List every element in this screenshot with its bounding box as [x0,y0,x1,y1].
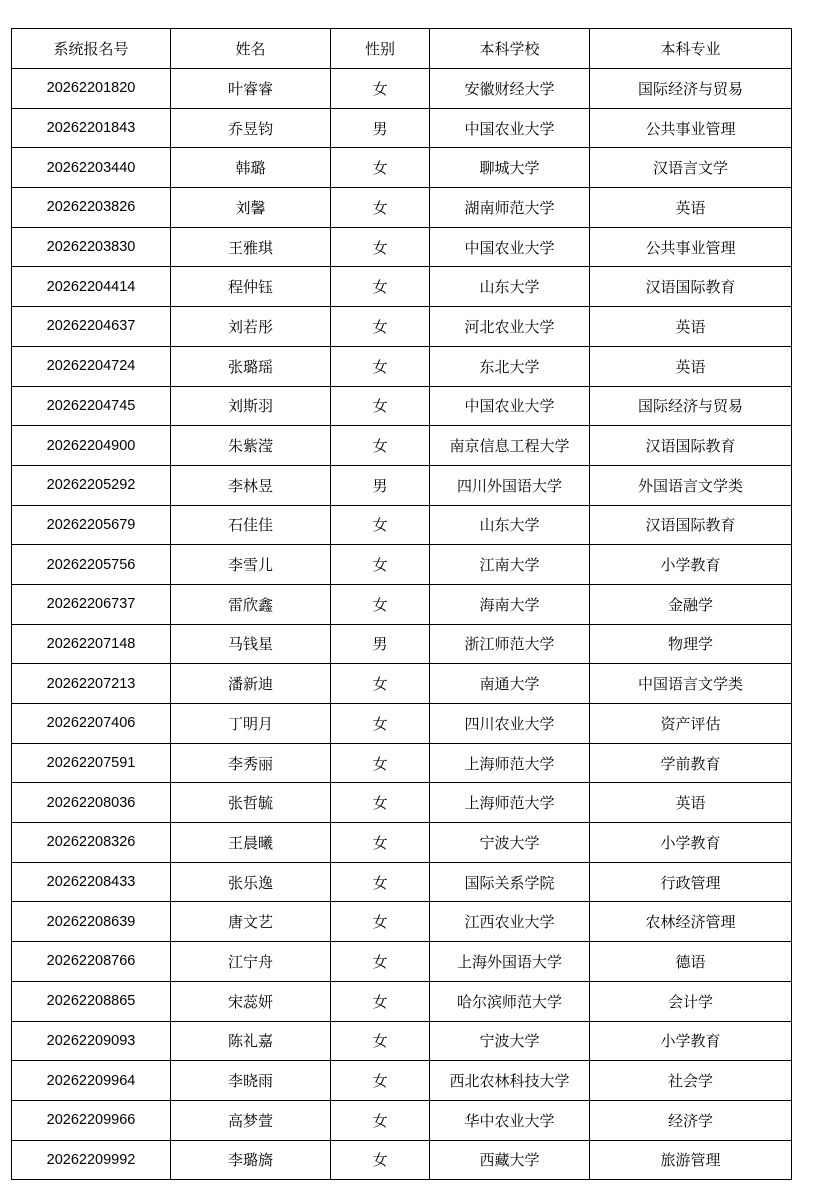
gender-cell: 女 [331,823,430,863]
gender-cell: 女 [331,743,430,783]
school-cell: 山东大学 [430,267,590,307]
name-cell: 程仲钰 [171,267,331,307]
name-cell: 江宁舟 [171,942,331,982]
school-cell: 上海师范大学 [430,743,590,783]
table-row [12,505,792,545]
school-cell: 西藏大学 [430,1140,590,1180]
registration-number-cell: 20262207148 [12,624,171,664]
registration-number-cell: 20262204745 [12,386,171,426]
major-cell: 物理学 [590,624,792,664]
name-cell: 李雪儿 [171,545,331,585]
major-cell: 汉语国际教育 [590,505,792,545]
major-cell: 公共事业管理 [590,108,792,148]
gender-cell: 女 [331,426,430,466]
gender-cell: 女 [331,307,430,347]
name-cell: 李璐旖 [171,1140,331,1180]
major-cell: 会计学 [590,981,792,1021]
gender-cell: 女 [331,1021,430,1061]
table-row [12,584,792,624]
table-row [12,862,792,902]
registration-number-cell: 20262204900 [12,426,171,466]
table-row [12,307,792,347]
name-cell: 马钱星 [171,624,331,664]
gender-cell: 女 [331,227,430,267]
registration-number-cell: 20262208639 [12,902,171,942]
gender-cell: 女 [331,942,430,982]
table-row [12,942,792,982]
major-cell: 汉语国际教育 [590,426,792,466]
school-cell: 宁波大学 [430,1021,590,1061]
school-cell: 中国农业大学 [430,386,590,426]
school-cell: 江西农业大学 [430,902,590,942]
name-cell: 乔昱钧 [171,108,331,148]
gender-cell: 女 [331,148,430,188]
major-cell: 小学教育 [590,1021,792,1061]
school-cell: 聊城大学 [430,148,590,188]
gender-cell: 女 [331,545,430,585]
major-cell: 英语 [590,346,792,386]
table-row [12,346,792,386]
gender-cell: 女 [331,1140,430,1180]
school-cell: 中国农业大学 [430,227,590,267]
registration-number-cell: 20262208326 [12,823,171,863]
school-cell: 山东大学 [430,505,590,545]
table-row [12,267,792,307]
school-cell: 安徽财经大学 [430,69,590,109]
table-row [12,148,792,188]
major-cell: 英语 [590,783,792,823]
table-row [12,783,792,823]
table-row [12,188,792,228]
gender-cell: 女 [331,584,430,624]
registration-number-cell: 20262203830 [12,227,171,267]
name-cell: 丁明月 [171,704,331,744]
major-cell: 外国语言文学类 [590,465,792,505]
registration-number-cell: 20262208433 [12,862,171,902]
school-cell: 南通大学 [430,664,590,704]
table-row [12,69,792,109]
major-cell: 小学教育 [590,545,792,585]
registration-number-cell: 20262209964 [12,1061,171,1101]
name-cell: 李晓雨 [171,1061,331,1101]
table-row [12,823,792,863]
header-registration-number: 系统报名号 [12,29,171,69]
gender-cell: 女 [331,69,430,109]
gender-cell: 女 [331,664,430,704]
header-undergraduate-school: 本科学校 [430,29,590,69]
registration-number-cell: 20262207213 [12,664,171,704]
registration-number-cell: 20262209966 [12,1100,171,1140]
table-body [12,69,792,1180]
major-cell: 资产评估 [590,704,792,744]
school-cell: 华中农业大学 [430,1100,590,1140]
table-row [12,1140,792,1180]
registration-number-cell: 20262209093 [12,1021,171,1061]
school-cell: 四川外国语大学 [430,465,590,505]
gender-cell: 女 [331,1061,430,1101]
table-row [12,108,792,148]
registration-number-cell: 20262205292 [12,465,171,505]
major-cell: 小学教育 [590,823,792,863]
major-cell: 德语 [590,942,792,982]
table-row [12,981,792,1021]
gender-cell: 女 [331,386,430,426]
major-cell: 国际经济与贸易 [590,386,792,426]
name-cell: 王雅琪 [171,227,331,267]
gender-cell: 男 [331,465,430,505]
school-cell: 哈尔滨师范大学 [430,981,590,1021]
major-cell: 学前教育 [590,743,792,783]
registration-number-cell: 20262207406 [12,704,171,744]
school-cell: 南京信息工程大学 [430,426,590,466]
school-cell: 河北农业大学 [430,307,590,347]
table-row [12,386,792,426]
name-cell: 李秀丽 [171,743,331,783]
table-row [12,664,792,704]
gender-cell: 女 [331,267,430,307]
table-row [12,902,792,942]
gender-cell: 男 [331,108,430,148]
name-cell: 宋蕊妍 [171,981,331,1021]
registration-number-cell: 20262208766 [12,942,171,982]
gender-cell: 女 [331,505,430,545]
registration-number-cell: 20262203440 [12,148,171,188]
name-cell: 王晨曦 [171,823,331,863]
name-cell: 李林昱 [171,465,331,505]
header-gender: 性别 [331,29,430,69]
name-cell: 雷欣鑫 [171,584,331,624]
registration-number-cell: 20262209992 [12,1140,171,1180]
gender-cell: 女 [331,981,430,1021]
school-cell: 湖南师范大学 [430,188,590,228]
major-cell: 经济学 [590,1100,792,1140]
name-cell: 韩璐 [171,148,331,188]
name-cell: 朱紫滢 [171,426,331,466]
school-cell: 四川农业大学 [430,704,590,744]
school-cell: 东北大学 [430,346,590,386]
gender-cell: 女 [331,862,430,902]
name-cell: 石佳佳 [171,505,331,545]
table-header-row [12,29,792,69]
table-row [12,704,792,744]
registration-number-cell: 20262204414 [12,267,171,307]
name-cell: 叶睿睿 [171,69,331,109]
school-cell: 江南大学 [430,545,590,585]
admission-list-table [11,28,792,1180]
table-row [12,465,792,505]
gender-cell: 女 [331,783,430,823]
major-cell: 国际经济与贸易 [590,69,792,109]
registration-number-cell: 20262208865 [12,981,171,1021]
gender-cell: 女 [331,704,430,744]
major-cell: 英语 [590,188,792,228]
name-cell: 刘馨 [171,188,331,228]
header-name: 姓名 [171,29,331,69]
school-cell: 浙江师范大学 [430,624,590,664]
registration-number-cell: 20262205756 [12,545,171,585]
name-cell: 唐文艺 [171,902,331,942]
major-cell: 汉语言文学 [590,148,792,188]
registration-number-cell: 20262201843 [12,108,171,148]
school-cell: 国际关系学院 [430,862,590,902]
major-cell: 金融学 [590,584,792,624]
gender-cell: 男 [331,624,430,664]
major-cell: 农林经济管理 [590,902,792,942]
major-cell: 英语 [590,307,792,347]
school-cell: 西北农林科技大学 [430,1061,590,1101]
major-cell: 旅游管理 [590,1140,792,1180]
name-cell: 张乐逸 [171,862,331,902]
table-row [12,743,792,783]
table-row [12,426,792,466]
school-cell: 上海师范大学 [430,783,590,823]
registration-number-cell: 20262205679 [12,505,171,545]
name-cell: 刘若彤 [171,307,331,347]
school-cell: 上海外国语大学 [430,942,590,982]
table-row [12,1100,792,1140]
registration-number-cell: 20262206737 [12,584,171,624]
registration-number-cell: 20262208036 [12,783,171,823]
gender-cell: 女 [331,346,430,386]
name-cell: 潘新迪 [171,664,331,704]
major-cell: 行政管理 [590,862,792,902]
major-cell: 汉语国际教育 [590,267,792,307]
major-cell: 中国语言文学类 [590,664,792,704]
header-undergraduate-major: 本科专业 [590,29,792,69]
name-cell: 张璐瑶 [171,346,331,386]
gender-cell: 女 [331,902,430,942]
registration-number-cell: 20262204724 [12,346,171,386]
registration-number-cell: 20262204637 [12,307,171,347]
major-cell: 社会学 [590,1061,792,1101]
school-cell: 宁波大学 [430,823,590,863]
name-cell: 张哲毓 [171,783,331,823]
registration-number-cell: 20262207591 [12,743,171,783]
gender-cell: 女 [331,188,430,228]
registration-number-cell: 20262201820 [12,69,171,109]
name-cell: 刘斯羽 [171,386,331,426]
registration-number-cell: 20262203826 [12,188,171,228]
table-row [12,1061,792,1101]
school-cell: 海南大学 [430,584,590,624]
table-row [12,545,792,585]
gender-cell: 女 [331,1100,430,1140]
table-row [12,1021,792,1061]
school-cell: 中国农业大学 [430,108,590,148]
table-row [12,624,792,664]
major-cell: 公共事业管理 [590,227,792,267]
table-row [12,227,792,267]
name-cell: 高梦萱 [171,1100,331,1140]
name-cell: 陈礼嘉 [171,1021,331,1061]
